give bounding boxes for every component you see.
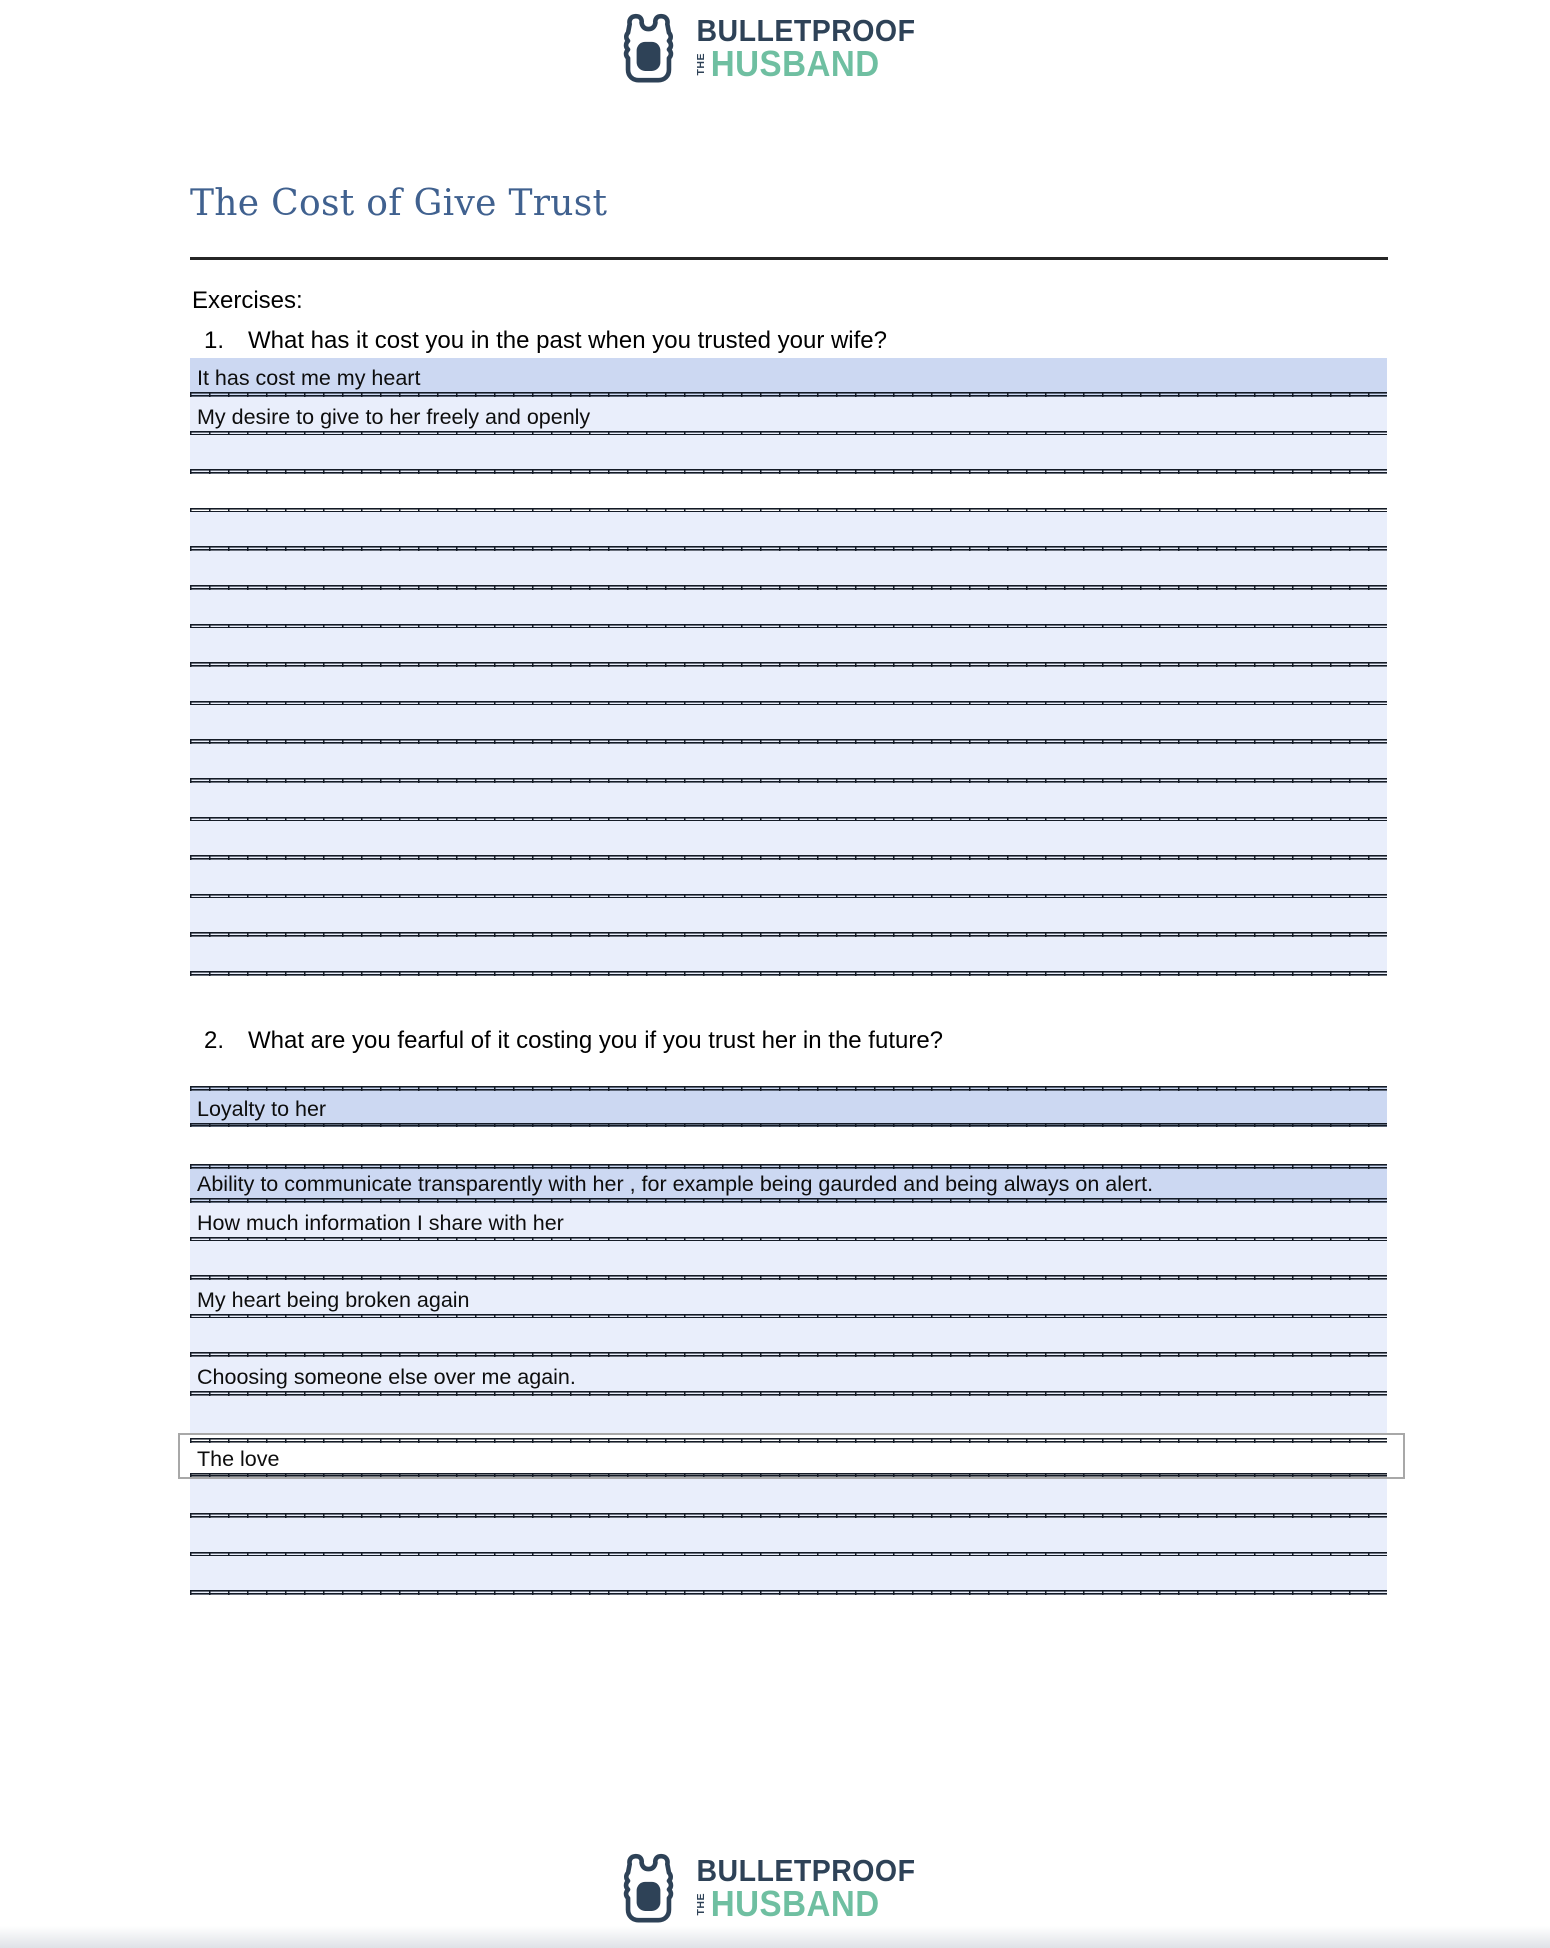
answer-text: [190, 1511, 201, 1518]
answer-row[interactable]: [190, 744, 1387, 783]
question-2: [204, 1027, 943, 1055]
answer-text: [190, 583, 201, 590]
question-2-answer-lines-group-3: [190, 1479, 1387, 1595]
answer-row[interactable]: [190, 1518, 1387, 1557]
answer-row[interactable]: [190, 397, 1387, 436]
answer-row[interactable]: [190, 1241, 1387, 1280]
answer-text: [190, 853, 201, 860]
brand-bulletproof: BULLETPROOF: [696, 1853, 916, 1889]
answer-row[interactable]: [190, 1357, 1387, 1396]
answer-row[interactable]: [190, 1318, 1387, 1357]
answer-text: How much information I share with her: [197, 1212, 564, 1235]
answer-text: [190, 737, 201, 744]
answer-row[interactable]: [190, 590, 1387, 629]
brand-wordmark: [695, 1853, 916, 1925]
question-2-answer-lines-group-1: [190, 1086, 1387, 1127]
title-divider: [190, 257, 1388, 260]
answer-text: [190, 467, 201, 474]
answer-text: [190, 505, 201, 512]
answer-row[interactable]: [190, 821, 1387, 860]
bulletproof-vest-icon: [616, 1849, 682, 1928]
question-2-number: 2.: [204, 1027, 225, 1054]
answer-text: [190, 891, 201, 898]
answer-row[interactable]: [190, 937, 1387, 976]
brand-logo-header: [616, 9, 935, 88]
answer-row[interactable]: [190, 1479, 1387, 1518]
answer-text: My desire to give to her freely and openly: [197, 406, 591, 429]
answer-row[interactable]: [190, 1203, 1387, 1242]
brand-wordmark: [695, 13, 916, 85]
answer-text: [190, 1273, 201, 1280]
answer-text: Ability to communicate transparently with her , for example being gaurded and being always on alert.: [197, 1174, 1154, 1197]
answer-text: [190, 930, 201, 937]
answer-row[interactable]: [190, 705, 1387, 744]
answer-text: It has cost me my heart: [197, 368, 421, 391]
answer-row[interactable]: [190, 1086, 1387, 1127]
answer-text: [190, 1549, 201, 1556]
question-1-answer-lines: [190, 358, 1387, 976]
answer-row[interactable]: [190, 1396, 1387, 1435]
answer-text: [190, 544, 201, 551]
question-2-text: What are you fearful of it costing you if you trust her in the future?: [248, 1027, 944, 1054]
answer-row[interactable]: [190, 628, 1387, 667]
page-bottom-edge: [0, 1926, 1550, 1948]
answer-row[interactable]: [190, 667, 1387, 706]
answer-text: [190, 776, 201, 783]
answer-row[interactable]: [190, 783, 1387, 822]
answer-text: [190, 969, 201, 976]
answer-text: Loyalty to her: [197, 1098, 327, 1121]
answer-text: Choosing someone else over me again.: [197, 1367, 576, 1390]
answer-row[interactable]: [190, 512, 1387, 551]
bulletproof-vest-icon: [616, 9, 682, 88]
answer-row[interactable]: [190, 860, 1387, 899]
answer-row-active[interactable]: [190, 1438, 1387, 1477]
answer-text: My heart being broken again: [197, 1289, 470, 1312]
answer-row[interactable]: [190, 1556, 1387, 1595]
answer-row[interactable]: [190, 358, 1387, 397]
brand-husband: HUSBAND: [710, 43, 880, 85]
answer-row[interactable]: [190, 1280, 1387, 1319]
answer-text: [190, 1588, 201, 1595]
answer-row[interactable]: [190, 1164, 1387, 1203]
question-2-answer-lines-group-2: [190, 1164, 1387, 1434]
answer-row[interactable]: [190, 474, 1387, 513]
answer-row[interactable]: [190, 898, 1387, 937]
section-label: Exercises:: [192, 287, 303, 314]
answer-row[interactable]: [190, 435, 1387, 474]
answer-text: [190, 698, 201, 705]
brand-bulletproof: BULLETPROOF: [696, 13, 916, 49]
answer-text: [190, 621, 201, 628]
answer-text: [190, 814, 201, 821]
brand-the: THE: [695, 1893, 707, 1916]
answer-text: [190, 660, 201, 667]
brand-the: THE: [695, 53, 707, 76]
brand-logo-footer: [616, 1849, 935, 1928]
answer-row[interactable]: [190, 551, 1387, 590]
answer-text: The love: [197, 1448, 280, 1471]
question-1: [204, 327, 887, 355]
brand-husband: HUSBAND: [710, 1883, 880, 1925]
question-1-text: What has it cost you in the past when you trusted your wife?: [248, 327, 887, 354]
page-title: The Cost of Give Trust: [190, 183, 608, 224]
answer-text: [190, 1350, 201, 1357]
question-1-number: 1.: [204, 327, 225, 354]
active-answer-field-outline[interactable]: [178, 1433, 1405, 1479]
